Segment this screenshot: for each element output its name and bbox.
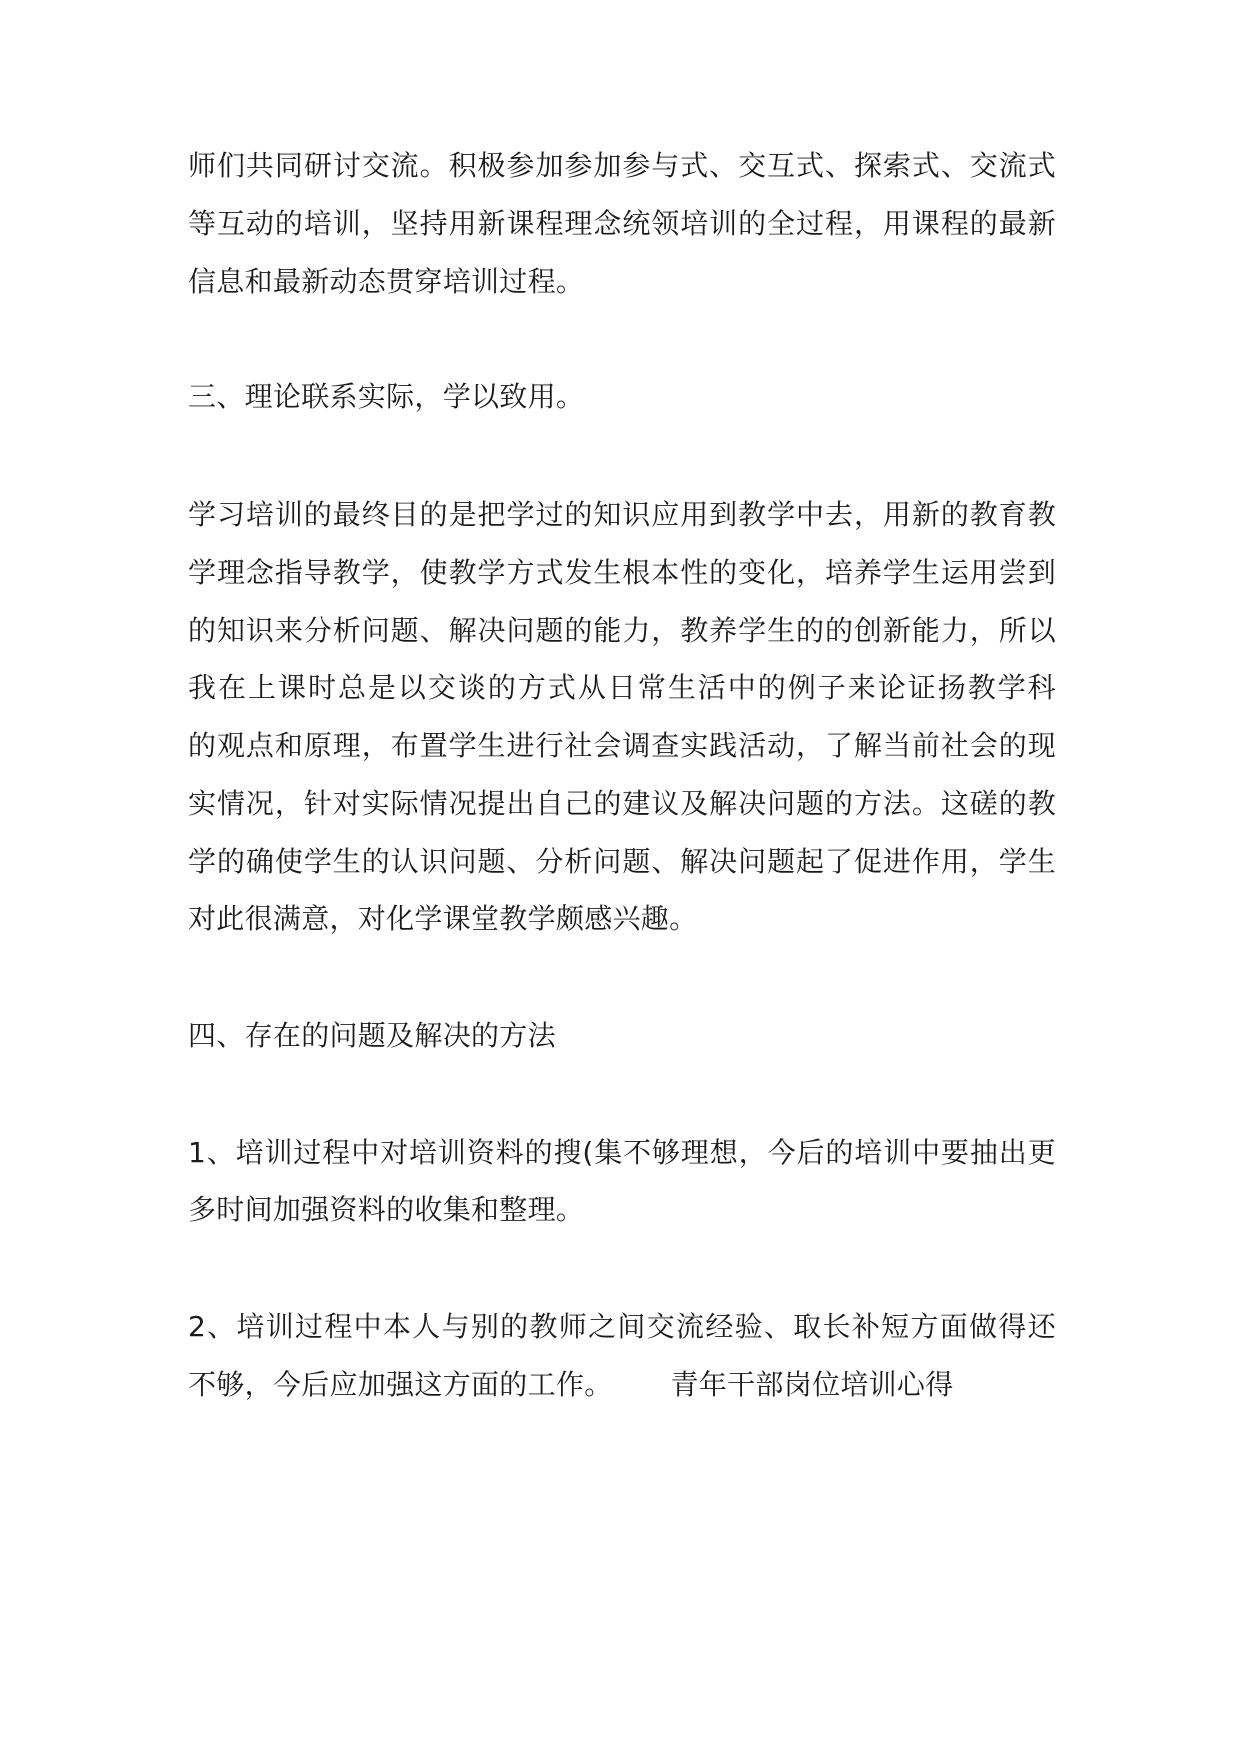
list-item-line: 1、培训过程中对培训资料的搜(集不够理想，今后的培训中要抽出更 <box>188 1136 1056 1169</box>
paragraph-line: 学理念指导教学，使教学方式发生根本性的变化，培养学生运用尝到 <box>188 556 1056 589</box>
section-heading: 四、存在的问题及解决的方法 <box>188 1019 556 1052</box>
paragraph-line: 实情况，针对实际情况提出自己的建议及解决问题的方法。这磋的教 <box>188 787 1056 820</box>
paragraph-line: 等互动的培训，坚持用新课程理念统领培训的全过程，用课程的最新 <box>188 207 1056 240</box>
paragraph-line: 学习培训的最终目的是把学过的知识应用到教学中去，用新的教育教 <box>188 498 1056 531</box>
paragraph-line: 的知识来分析问题、解决问题的能力，教养学生的的创新能力，所以 <box>188 614 1056 647</box>
paragraph-line: 我在上课时总是以交谈的方式从日常生活中的例子来论证扬教学科 <box>188 671 1056 704</box>
list-item-line: 多时间加强资料的收集和整理。 <box>188 1193 585 1226</box>
paragraph-line: 的观点和原理，布置学生进行社会调查实践活动，了解当前社会的现 <box>188 729 1056 762</box>
trailing-title: 青年干部岗位培训心得 <box>670 1368 954 1401</box>
list-item-line: 2、培训过程中本人与别的教师之间交流经验、取长补短方面做得还 <box>188 1310 1056 1343</box>
list-item-line-with-title <box>188 1365 954 1405</box>
list-item-text: 不够，今后应加强这方面的工作。 <box>188 1368 613 1401</box>
section-heading: 三、理论联系实际，学以致用。 <box>188 380 585 413</box>
paragraph-line: 信息和最新动态贯穿培训过程。 <box>188 265 585 298</box>
paragraph-line: 对此很满意，对化学课堂教学颇感兴趣。 <box>188 902 698 935</box>
paragraph-line: 学的确使学生的认识问题、分析问题、解决问题起了促进作用，学生 <box>188 845 1056 878</box>
paragraph-line: 师们共同研讨交流。积极参加参加参与式、交互式、探索式、交流式 <box>188 149 1056 182</box>
